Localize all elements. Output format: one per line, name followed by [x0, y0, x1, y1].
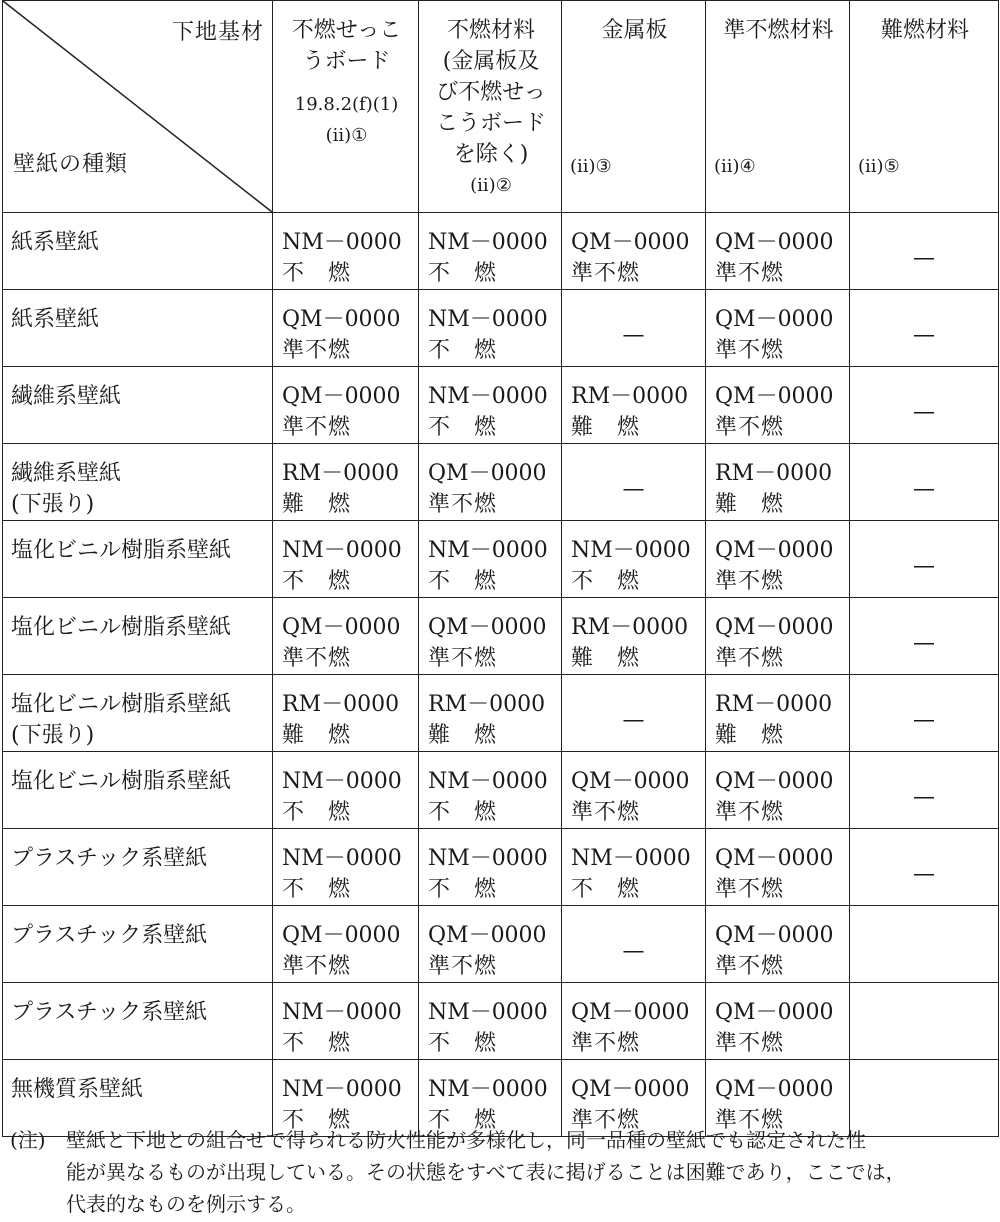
fire-grade: 準不燃 [428, 492, 498, 517]
column-header-noncombustible [419, 1, 562, 213]
fire-grade: 準不燃 [715, 646, 785, 671]
fire-grade: 準不燃 [282, 954, 352, 979]
not-applicable-cell [562, 675, 706, 752]
certification-code: QM－0000 [715, 1000, 834, 1025]
column-header-code: 19.8.2(f)(1) [294, 94, 399, 115]
rating-cell [273, 752, 419, 829]
fire-grade: 不 燃 [282, 261, 352, 286]
dash-mark: — [913, 476, 935, 502]
wallpaper-type-cell: 紙系壁紙 [3, 213, 273, 290]
fire-grade: 難 燃 [282, 723, 352, 748]
certification-code: QM－0000 [282, 384, 401, 409]
column-header-fire-retardant [850, 1, 999, 213]
fire-grade: 不 燃 [282, 800, 352, 825]
certification-code: QM－0000 [715, 307, 834, 332]
rating-cell [706, 752, 850, 829]
column-header-label: 難燃材料 [880, 18, 969, 43]
rating-cell [273, 213, 419, 290]
rating-cell [273, 367, 419, 444]
wallpaper-type-cell: 繊維系壁紙 (下張り) [3, 444, 273, 521]
rating-cell [706, 367, 850, 444]
column-header-label: 不燃材料 (金属板及 び不燃せっ こうボード を除く) [435, 18, 546, 167]
header-row [3, 1, 999, 213]
table-row [3, 675, 999, 752]
dash-mark: — [913, 630, 935, 656]
certification-code: QM－0000 [715, 769, 834, 794]
fire-grade: 不 燃 [428, 261, 498, 286]
wallpaper-type-cell: プラスチック系壁紙 [3, 906, 273, 983]
certification-code: QM－0000 [282, 923, 401, 948]
column-header-label: 準不燃材料 [723, 18, 834, 43]
table-row [3, 521, 999, 598]
not-applicable-cell [850, 752, 999, 829]
certification-code: NM－0000 [428, 307, 548, 332]
rating-cell [419, 444, 562, 521]
certification-code: RM－0000 [282, 461, 400, 486]
certification-code: NM－0000 [428, 1077, 548, 1102]
table-row [3, 906, 999, 983]
rating-cell [419, 829, 562, 906]
certification-code: NM－0000 [282, 538, 402, 563]
fire-grade: 不 燃 [282, 569, 352, 594]
fire-grade: 不 燃 [571, 569, 641, 594]
wallpaper-type-cell: 無機質系壁紙 [3, 1060, 273, 1137]
fire-grade: 不 燃 [428, 415, 498, 440]
fire-grade: 準不燃 [715, 800, 785, 825]
rating-cell [419, 906, 562, 983]
table-row [3, 444, 999, 521]
wallpaper-type-cell: プラスチック系壁紙 [3, 983, 273, 1060]
fire-grade: 不 燃 [428, 1108, 498, 1133]
fire-grade: 準不燃 [282, 338, 352, 363]
certification-code: QM－0000 [571, 769, 690, 794]
fire-grade: 不 燃 [428, 569, 498, 594]
certification-code: QM－0000 [715, 1077, 834, 1102]
certification-code: NM－0000 [428, 1000, 548, 1025]
footnote-line-2: 能が異なるものが出現している。その状態をすべて表に掲げることは困難であり，ここでは， [66, 1160, 906, 1184]
fire-grade: 準不燃 [715, 261, 785, 286]
dash-mark: — [622, 476, 645, 502]
rating-cell [419, 983, 562, 1060]
certification-code: RM－0000 [571, 615, 689, 640]
fire-grade: 準不燃 [282, 415, 352, 440]
certification-code: QM－0000 [715, 538, 834, 563]
column-header-quasi-noncombustible [706, 1, 850, 213]
certification-code: NM－0000 [282, 230, 402, 255]
fire-grade: 難 燃 [282, 492, 352, 517]
dash-mark: — [622, 322, 645, 348]
rating-cell [419, 367, 562, 444]
column-header-label: 金属板 [601, 18, 668, 43]
column-header-code: (ii)④ [714, 156, 756, 177]
fire-grade: 準不燃 [571, 800, 641, 825]
not-applicable-cell [562, 906, 706, 983]
certification-code: QM－0000 [715, 230, 834, 255]
wallpaper-type-cell: 塩化ビニル樹脂系壁紙 (下張り) [3, 675, 273, 752]
fire-grade: 不 燃 [282, 1108, 352, 1133]
table-body [3, 213, 999, 1137]
certification-code: RM－0000 [715, 461, 833, 486]
diagonal-header-bottom: 壁紙の種類 [13, 152, 129, 177]
rating-cell [562, 752, 706, 829]
table-row [3, 367, 999, 444]
fire-grade: 不 燃 [282, 1031, 352, 1056]
column-header-metal-plate [562, 1, 706, 213]
fire-grade: 準不燃 [571, 1108, 641, 1133]
column-header-code: (ii)③ [570, 156, 612, 177]
fire-grade: 準不燃 [715, 415, 785, 440]
rating-cell [419, 598, 562, 675]
certification-code: RM－0000 [571, 384, 689, 409]
table-row [3, 213, 999, 290]
fire-grade: 準不燃 [428, 954, 498, 979]
table-row [3, 752, 999, 829]
fire-grade: 準不燃 [571, 1031, 641, 1056]
certification-code: NM－0000 [428, 230, 548, 255]
rating-cell [562, 367, 706, 444]
dash-mark: — [913, 399, 935, 425]
diagonal-header-cell [3, 1, 273, 213]
column-header-fireproof-gypsum [273, 1, 419, 213]
certification-code: QM－0000 [715, 384, 834, 409]
wallpaper-type-cell: 塩化ビニル樹脂系壁紙 [3, 752, 273, 829]
rating-cell [273, 521, 419, 598]
certification-code: RM－0000 [282, 692, 400, 717]
column-header-code: (ii)⑤ [858, 156, 900, 177]
dash-mark: — [622, 938, 645, 964]
rating-cell [562, 521, 706, 598]
fire-grade: 準不燃 [715, 569, 785, 594]
table-row [3, 829, 999, 906]
dash-mark: — [913, 322, 935, 348]
certification-code: NM－0000 [282, 1000, 402, 1025]
fire-grade: 不 燃 [428, 877, 498, 902]
rating-cell [419, 521, 562, 598]
rating-cell [706, 290, 850, 367]
rating-cell [273, 906, 419, 983]
rating-cell [562, 213, 706, 290]
rating-cell [273, 983, 419, 1060]
rating-cell [706, 829, 850, 906]
dash-mark: — [913, 553, 935, 579]
not-applicable-cell [850, 367, 999, 444]
certification-code: QM－0000 [715, 846, 834, 871]
certification-code: NM－0000 [282, 1077, 402, 1102]
fire-grade: 準不燃 [428, 646, 498, 671]
rating-cell [273, 675, 419, 752]
fire-grade: 難 燃 [715, 723, 785, 748]
not-applicable-cell [562, 444, 706, 521]
dash-mark: — [913, 707, 935, 733]
wallpaper-type-cell: 塩化ビニル樹脂系壁紙 [3, 598, 273, 675]
rating-cell [562, 598, 706, 675]
fire-grade: 準不燃 [715, 1108, 785, 1133]
rating-cell [706, 521, 850, 598]
certification-code: NM－0000 [571, 846, 691, 871]
rating-cell [562, 829, 706, 906]
not-applicable-cell [562, 290, 706, 367]
fire-grade: 準不燃 [715, 877, 785, 902]
certification-code: NM－0000 [428, 538, 548, 563]
fire-grade: 不 燃 [428, 800, 498, 825]
not-applicable-cell [850, 829, 999, 906]
certification-code: QM－0000 [282, 615, 401, 640]
dash-mark: — [913, 861, 935, 887]
dash-mark: — [913, 245, 935, 271]
fire-grade: 不 燃 [428, 1031, 498, 1056]
certification-code: QM－0000 [571, 1077, 690, 1102]
certification-code: NM－0000 [428, 769, 548, 794]
certification-code: QM－0000 [571, 1000, 690, 1025]
table-row [3, 598, 999, 675]
fire-grade: 難 燃 [571, 646, 641, 671]
footnote-line-1: 壁紙と下地との組合せで得られる防火性能が多様化し，同一品種の壁紙でも認定された性 [66, 1128, 866, 1152]
certification-code: QM－0000 [282, 307, 401, 332]
footnote-line-3: 代表的なものを例示する。 [66, 1192, 306, 1216]
rating-cell [273, 444, 419, 521]
rating-cell [273, 290, 419, 367]
rating-cell [706, 675, 850, 752]
certification-code: NM－0000 [282, 846, 402, 871]
column-header-code: (ii)② [470, 175, 512, 196]
not-applicable-cell [850, 290, 999, 367]
fire-grade: 準不燃 [715, 954, 785, 979]
column-header-subcode: (ii)① [325, 125, 368, 146]
certification-code: NM－0000 [428, 384, 548, 409]
fire-grade: 不 燃 [282, 877, 352, 902]
table-row [3, 983, 999, 1060]
rating-cell [419, 675, 562, 752]
footnote-label: (注) [10, 1128, 46, 1152]
fire-grade: 準不燃 [282, 646, 352, 671]
certification-code: QM－0000 [428, 461, 547, 486]
rating-cell [706, 906, 850, 983]
rating-cell [706, 598, 850, 675]
fire-grade: 難 燃 [571, 415, 641, 440]
fire-grade: 難 燃 [428, 723, 498, 748]
not-applicable-cell [850, 598, 999, 675]
fire-grade: 不 燃 [428, 338, 498, 363]
certification-code: NM－0000 [571, 538, 691, 563]
rating-cell [562, 983, 706, 1060]
rating-cell [419, 752, 562, 829]
certification-code: QM－0000 [428, 615, 547, 640]
certification-code: QM－0000 [428, 923, 547, 948]
not-applicable-cell [850, 444, 999, 521]
wallpaper-type-cell: 繊維系壁紙 [3, 367, 273, 444]
fire-grade: 準不燃 [715, 1031, 785, 1056]
rating-cell [273, 829, 419, 906]
certification-code: RM－0000 [428, 692, 546, 717]
wallpaper-fire-rating-table [2, 0, 999, 1137]
dash-mark: — [913, 784, 935, 810]
fire-grade: 不 燃 [571, 877, 641, 902]
wallpaper-type-cell: 紙系壁紙 [3, 290, 273, 367]
rating-cell [419, 213, 562, 290]
fire-grade: 準不燃 [715, 338, 785, 363]
empty-cell [850, 906, 999, 983]
certification-code: RM－0000 [715, 692, 833, 717]
fire-grade: 準不燃 [571, 261, 641, 286]
not-applicable-cell [850, 213, 999, 290]
table-row [3, 290, 999, 367]
fire-grade: 難 燃 [715, 492, 785, 517]
not-applicable-cell [850, 521, 999, 598]
not-applicable-cell [850, 675, 999, 752]
rating-cell [273, 598, 419, 675]
rating-cell [706, 444, 850, 521]
wallpaper-type-cell: プラスチック系壁紙 [3, 829, 273, 906]
footnote [10, 1124, 994, 1220]
rating-cell [419, 290, 562, 367]
wallpaper-type-cell: 塩化ビニル樹脂系壁紙 [3, 521, 273, 598]
certification-code: NM－0000 [428, 846, 548, 871]
certification-code: QM－0000 [715, 923, 834, 948]
dash-mark: — [622, 707, 645, 733]
certification-code: QM－0000 [571, 230, 690, 255]
certification-code: QM－0000 [715, 615, 834, 640]
rating-cell [706, 983, 850, 1060]
diagonal-header-top: 下地基材 [171, 20, 264, 45]
empty-cell [850, 983, 999, 1060]
rating-cell [706, 213, 850, 290]
certification-code: NM－0000 [282, 769, 402, 794]
column-header-label: 不燃せっこ うボード [291, 18, 402, 74]
